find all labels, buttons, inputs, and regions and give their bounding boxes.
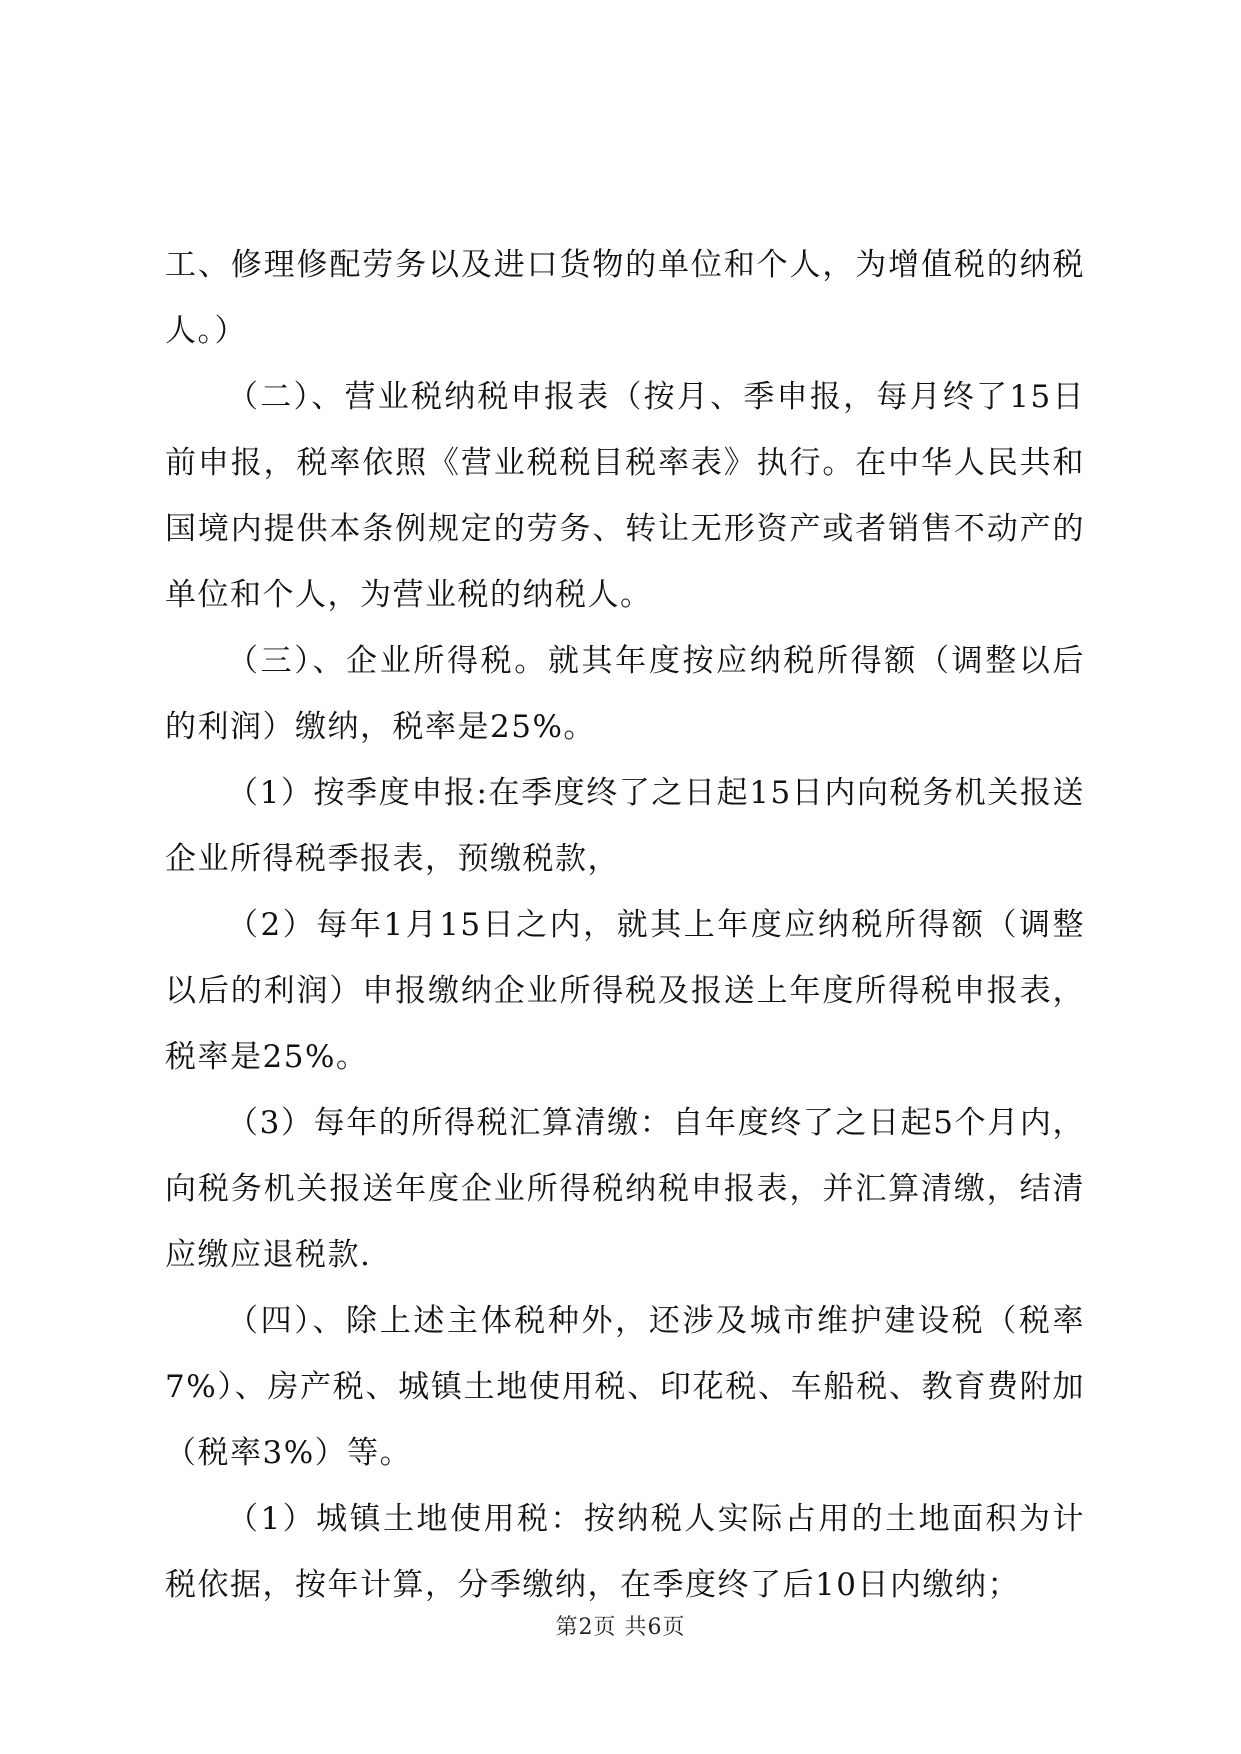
paragraph-4: （1）按季度申报:在季度终了之日起15日内向税务机关报送企业所得税季报表，预缴税款， [165, 775, 1085, 877]
page-number-label: 第2页 共6页 [555, 1615, 686, 1640]
paragraph-2: （二）、营业税纳税申报表（按月、季申报，每月终了15日前申报，税率依照《营业税税目税率表》执行。在中华人民共和国境内提供本条例规定的劳务、转让无形资产或者销售不动产的单位和个人，为营业税的纳税人。 [165, 379, 1085, 613]
document-body [165, 232, 1085, 1618]
paragraph-1: 工、修理修配劳务以及进口货物的单位和个人，为增值税的纳税人。） [165, 247, 1085, 349]
paragraph-5: （2）每年1月15日之内，就其上年度应纳税所得额（调整以后的利润）申报缴纳企业所得税及报送上年度所得税申报表，税率是25%。 [165, 907, 1085, 1075]
paragraph-3: （三）、企业所得税。就其年度按应纳税所得额（调整以后的利润）缴纳，税率是25%。 [165, 643, 1085, 745]
paragraph-8: （1）城镇土地使用税：按纳税人实际占用的土地面积为计税依据，按年计算，分季缴纳，在季度终了后10日内缴纳； [165, 1501, 1085, 1603]
paragraph-6: （3）每年的所得税汇算清缴：自年度终了之日起5个月内，向税务机关报送年度企业所得税纳税申报表，并汇算清缴，结清应缴应退税款. [165, 1105, 1085, 1273]
paragraph-7: （四）、除上述主体税种外，还涉及城市维护建设税（税率7%）、房产税、城镇土地使用税、印花税、车船税、教育费附加（税率3%）等。 [165, 1303, 1085, 1471]
page-footer [0, 1610, 1241, 1641]
